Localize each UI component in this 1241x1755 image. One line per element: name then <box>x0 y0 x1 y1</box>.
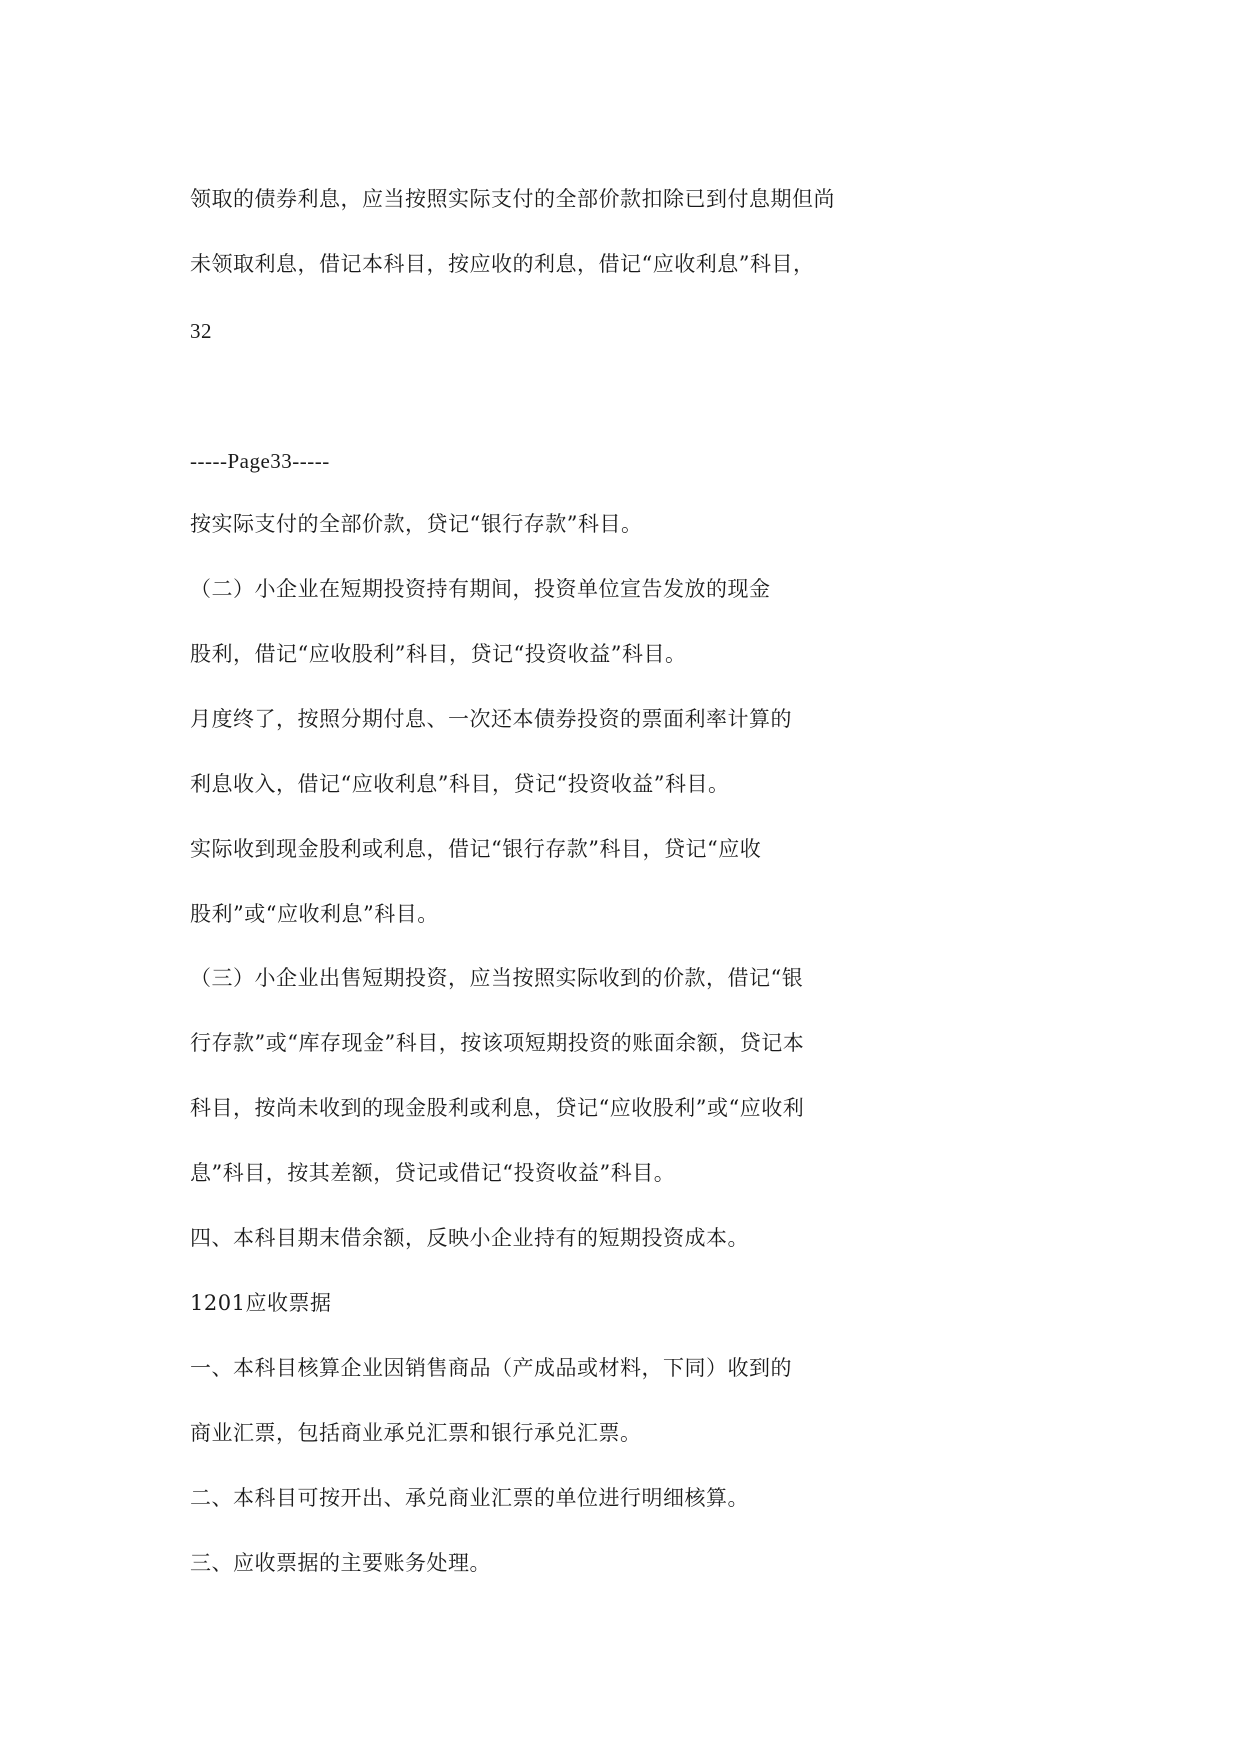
text-line: （三）小企业出售短期投资，应当按照实际收到的价款，借记“银 <box>190 966 804 990</box>
text-line: 一、本科目核算企业因销售商品（产成品或材料，下同）收到的 <box>190 1356 792 1380</box>
text-line: 按实际支付的全部价款，贷记“银行存款”科目。 <box>190 512 643 536</box>
text-line: 未领取利息，借记本科目，按应收的利息，借记“应收利息”科目， <box>190 252 815 276</box>
text-line: 股利，借记“应收股利”科目，贷记“投资收益”科目。 <box>190 642 687 666</box>
text-line: 行存款”或“库存现金”科目，按该项短期投资的账面余额，贷记本 <box>190 1031 805 1055</box>
text-line: 四、本科目期末借余额，反映小企业持有的短期投资成本。 <box>190 1226 749 1250</box>
page-number: 32 <box>190 319 212 343</box>
text-line: 领取的债券利息，应当按照实际支付的全部价款扣除已到付息期但尚 <box>190 187 835 211</box>
text-line: 利息收入，借记“应收利息”科目，贷记“投资收益”科目。 <box>190 772 730 796</box>
text-line: 商业汇票，包括商业承兑汇票和银行承兑汇票。 <box>190 1421 642 1445</box>
text-line: 科目，按尚未收到的现金股利或利息，贷记“应收股利”或“应收利 <box>190 1096 805 1120</box>
text-line: 息”科目，按其差额，贷记或借记“投资收益”科目。 <box>190 1161 676 1185</box>
page-marker: -----Page33----- <box>190 449 330 473</box>
text-line: （二）小企业在短期投资持有期间，投资单位宣告发放的现金 <box>190 577 771 601</box>
text-line: 月度终了，按照分期付息、一次还本债券投资的票面利率计算的 <box>190 707 792 731</box>
text-line: 三、应收票据的主要账务处理。 <box>190 1551 491 1575</box>
text-line: 二、本科目可按开出、承兑商业汇票的单位进行明细核算。 <box>190 1486 749 1510</box>
text-line: 股利”或“应收利息”科目。 <box>190 902 439 926</box>
section-heading: 1201应收票据 <box>190 1291 332 1315</box>
text-line: 实际收到现金股利或利息，借记“银行存款”科目，贷记“应收 <box>190 837 762 861</box>
